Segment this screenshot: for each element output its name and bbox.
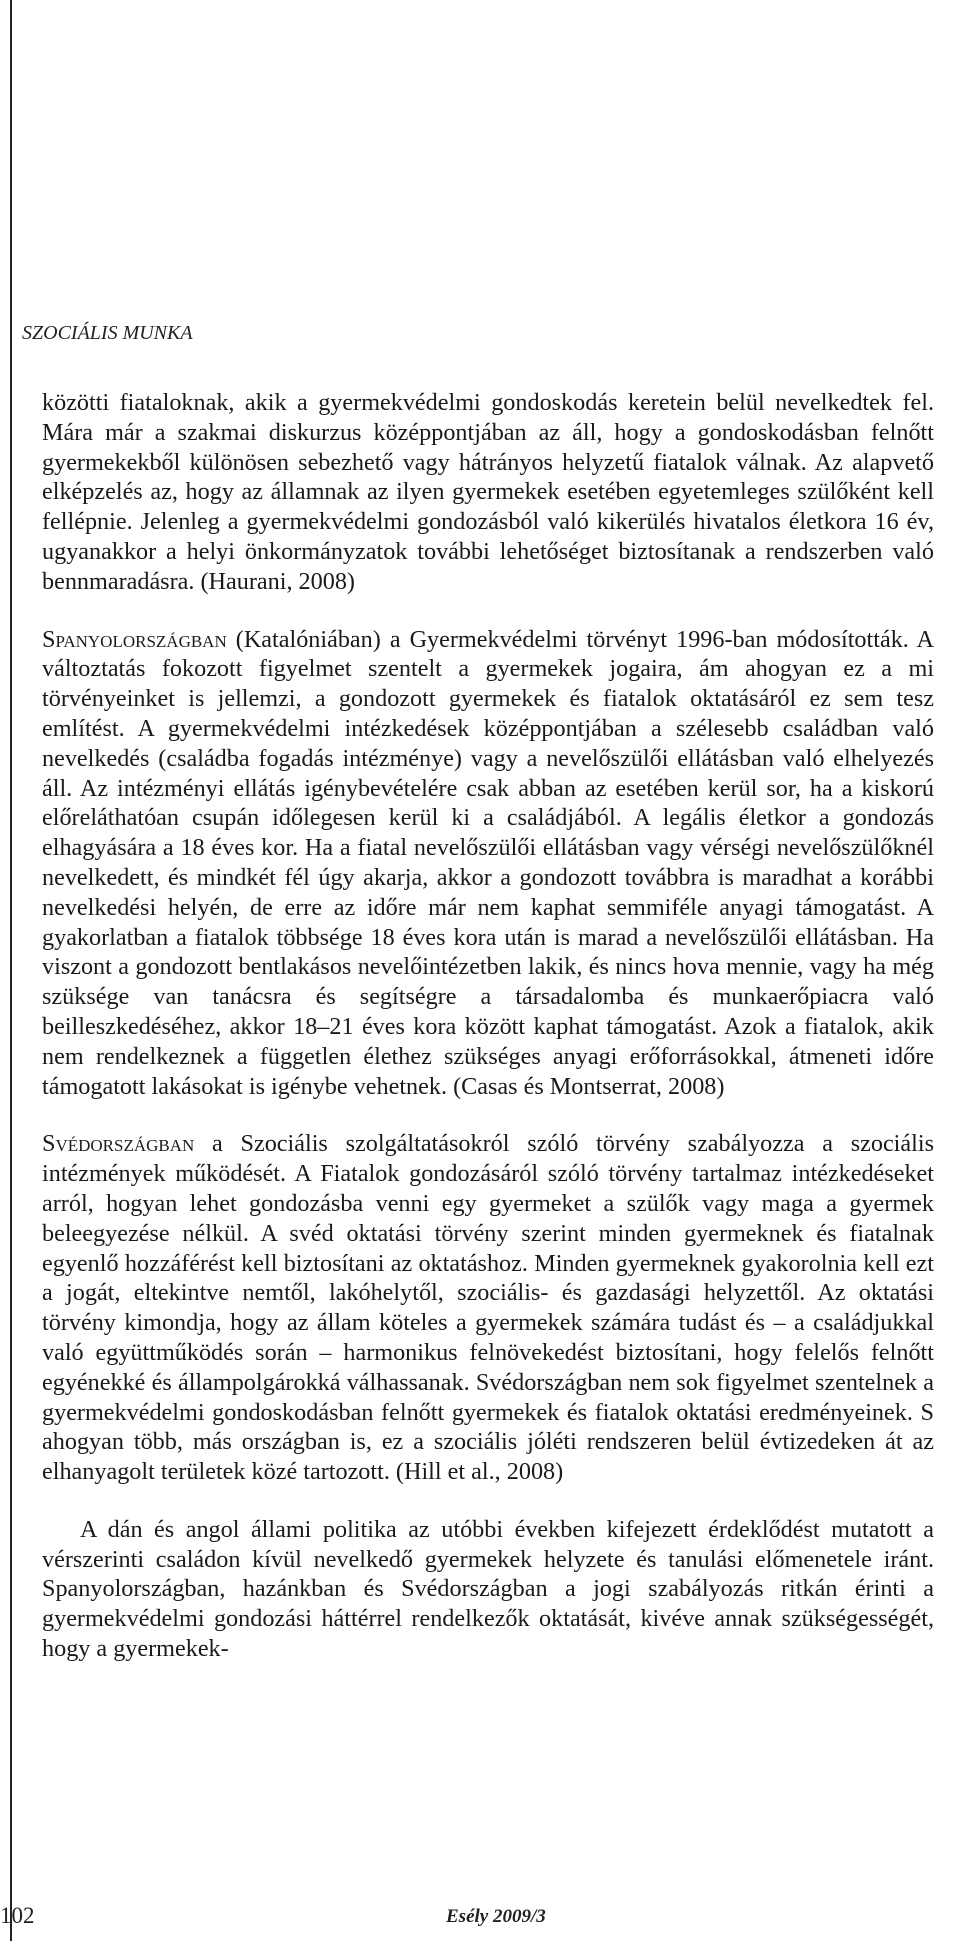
country-lead-spain: Spanyolországban (42, 625, 227, 653)
paragraph-4-text: A dán és angol állami politika az utóbbi években kifejezett érdeklődést mutatott a vérszerinti családon kívül nevelkedő gyermekek helyzete és tanulási előmenetele iránt. Spanyolországban, hazánkban és Svédországban a jogi szabályozás ritkán érinti a gyermekvédelmi gondozási háttérrel rendelkezők oktatását, kivéve annak szükségességét, hogy a gyermekek- (42, 1515, 934, 1663)
paragraph-spain-text: (Katalóniában) a Gyermekvédelmi törvényt 1996-ban módosították. A változtatás fokozott figyelmet szentelt a gyermekek jogaira, ám ahogyan ez a mi törvényeinket is jellemzi, a gondozott gyermekek és fiatalok oktatásáról ez sem tesz említést. A gyermekvédelmi intézkedések középpontjában a szélesebb családban való nevelkedés (családba fogadás intézménye) vagy a nevelőszülői ellátásban való elhelyezés áll. Az intézményi ellátás igénybevételére csak abban az esetében kerül sor, ha a kiskorú előreláthatóan csupán időlegesen kerül ki a családjából. A legális életkor a gondozás elhagyására a 18 éves kor. Ha a fiatal nevelőszülői ellátásban vagy vérségi nevelőszülőknél nevelkedett, és mindkét fél úgy akarja, akkor a gondozott továbbra is maradhat a korábbi nevelkedési helyén, de erre az időre már nem kaphat semmiféle anyagi támogatást. A gyakorlatban a fiatalok többsége 18 éves kora után is marad a nevelőszülői ellátásban. Ha viszont a gondozott bentlakásos nevelőintézetben lakik, és nincs hova mennie, vagy ha még szüksége van tanácsra és segítségre a társadalomba és munkaerőpiacra való beilleszkedéséhez, akkor 18–21 éves kora között kaphat támogatást. Azok a fiatalok, akik nem rendelkeznek a független élethez szükséges anyagi erőforrásokkal, átmeneti időre támogatott lakásokat is igénybe vehetnek. (Casas és Montserrat, 2008) (42, 625, 934, 1100)
paragraph-sweden-text: a Szociális szolgáltatásokról szóló törvény szabályozza a szociális intézmények működését. A Fiatalok gondozásáról szóló törvény tartalmaz intézkedéseket arról, hogyan lehet gondozásba venni egy gyermeket a szülők vagy maga a gyermek beleegyezése nélkül. A svéd oktatási törvény szerint minden gyermeknek és fiatalnak egyenlő hozzáférést kell biztosítani az oktatáshoz. Minden gyermeknek gyakorolnia kell ezt a jogát, eltekintve nemtől, lakóhelytől, szociális- és gazdasági helyzettől. Az oktatási törvény kimondja, hogy az állam köteles a gyermekek számára tudást és – a családjukkal való együttműködés során – harmonikus felnövekedést biztosítani, hogy felelős felnőtt egyénekké és állampolgárokká válhassanak. Svédországban nem sok figyelmet szentelnek a gyermekvédelmi gondoskodásban felnőtt gyermekek és fiatalok oktatási eredményeinek. S ahogyan több, más országban is, ez a szociális jóléti rendszeren belül évtizedeken át az elhanyagolt területek közé tartozott. (Hill et al., 2008) (42, 1130, 934, 1486)
paragraph-1-text: közötti fiataloknak, akik a gyermekvédelmi gondoskodás keretein belül nevelkedtek fel. Mára már a szakmai diskurzus középpontjában az áll, hogy a gondoskodásban felnőtt gyermekekből különösen sebezhető vagy hátrányos helyzetű fiatalok válnak. Az alapvető elképzelés az, hogy az államnak az ilyen gyermekek esetében egyetemleges szülőként kell fellépnie. Jelenleg a gyermekvédelmi gondozásból való kikerülés hivatalos életkora 16 év, ugyanakkor a helyi önkormányzatok további lehetőséget biztosítanak a rendszerben való bennmaradásra. (Haurani, 2008) (42, 389, 934, 595)
country-lead-sweden: Svédországban (42, 1130, 195, 1158)
paragraph-sweden (42, 1129, 934, 1487)
margin-rule (10, 0, 12, 1941)
paragraph-1 (42, 388, 934, 597)
paragraph-4 (42, 1515, 934, 1664)
paragraph-spain (42, 625, 934, 1102)
running-header: SZOCIÁLIS MUNKA (22, 322, 193, 344)
journal-name: Esély 2009/3 (446, 1906, 546, 1927)
article-body (42, 388, 934, 1664)
page-number: 102 (0, 1903, 35, 1928)
